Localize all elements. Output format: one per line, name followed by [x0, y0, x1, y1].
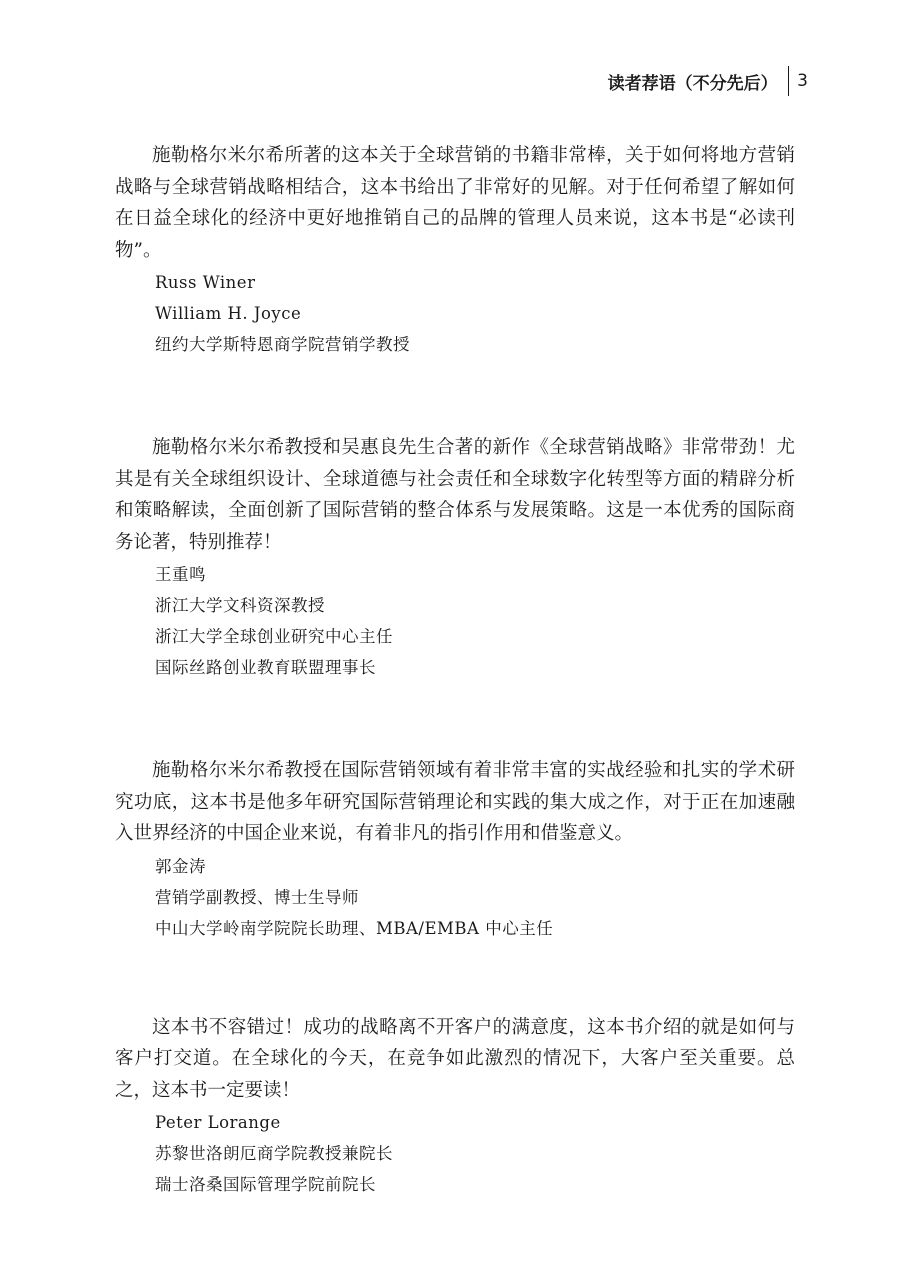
reviewer-affiliation: 纽约大学斯特恩商学院营销学教授 [155, 335, 410, 354]
review-1 [115, 140, 795, 360]
reviewer-affiliation: 瑞士洛桑国际管理学院前院长 [155, 1175, 376, 1194]
review-text: 这本书不容错过！成功的战略离不开客户的满意度，这本书介绍的就是如何与客户打交道。在全球化的今天，在竞争如此激烈的情况下，大客户至关重要。总之，这本书一定要读！ [115, 1016, 795, 1101]
page-number: 3 [797, 71, 808, 91]
review-text: 施勒格尔米尔希教授和吴惠良先生合著的新作《全球营销战略》非常带劲！尤其是有关全球组织设计、全球道德与社会责任和全球数字化转型等方面的精辟分析和策略解读，全面创新了国际营销的整合体系与发展策略。这是一本优秀的国际商务论著，特别推荐！ [115, 437, 795, 553]
review-attribution [115, 559, 795, 683]
review-text: 施勒格尔米尔希所著的这本关于全球营销的书籍非常棒，关于如何将地方营销战略与全球营销战略相结合，这本书给出了非常好的见解。对于任何希望了解如何在日益全球化的经济中更好地推销自己的品牌的管理人员来说，这本书是“必读刊物”。 [115, 145, 795, 261]
reviewer-affiliation: 浙江大学全球创业研究中心主任 [155, 627, 393, 646]
reviewer-name: Peter Lorange [155, 1113, 281, 1132]
reviewer-title: William H. Joyce [155, 304, 302, 323]
reviewer-name: 郭金涛 [155, 856, 206, 876]
review-attribution [115, 267, 795, 360]
reviewer-title: 浙江大学文科资深教授 [155, 596, 325, 615]
review-4 [115, 1012, 795, 1201]
header-divider [788, 66, 790, 96]
review-2 [115, 432, 795, 683]
review-attribution [115, 851, 795, 944]
reviewer-affiliation: 中山大学岭南学院院长助理、MBA/EMBA 中心主任 [155, 918, 554, 938]
reviewer-title: 营销学副教授、博士生导师 [155, 887, 359, 907]
running-header [608, 66, 808, 96]
reviewer-name: 王重鸣 [155, 565, 206, 584]
section-title: 读者荐语（不分先后） [607, 73, 778, 94]
reviewer-name: Russ Winer [155, 273, 256, 292]
review-text: 施勒格尔米尔希教授在国际营销领域有着非常丰富的实战经验和扎实的学术研究功底，这本书是他多年研究国际营销理论和实践的集大成之作，对于正在加速融入世界经济的中国企业来说，有着非凡的指引作用和借鉴意义。 [115, 760, 795, 844]
reviewer-title: 苏黎世洛朗厄商学院教授兼院长 [155, 1144, 393, 1163]
review-3 [115, 755, 795, 944]
reviews-container [115, 140, 795, 1272]
reviewer-affiliation: 国际丝路创业教育联盟理事长 [155, 658, 376, 677]
review-attribution [115, 1107, 795, 1200]
